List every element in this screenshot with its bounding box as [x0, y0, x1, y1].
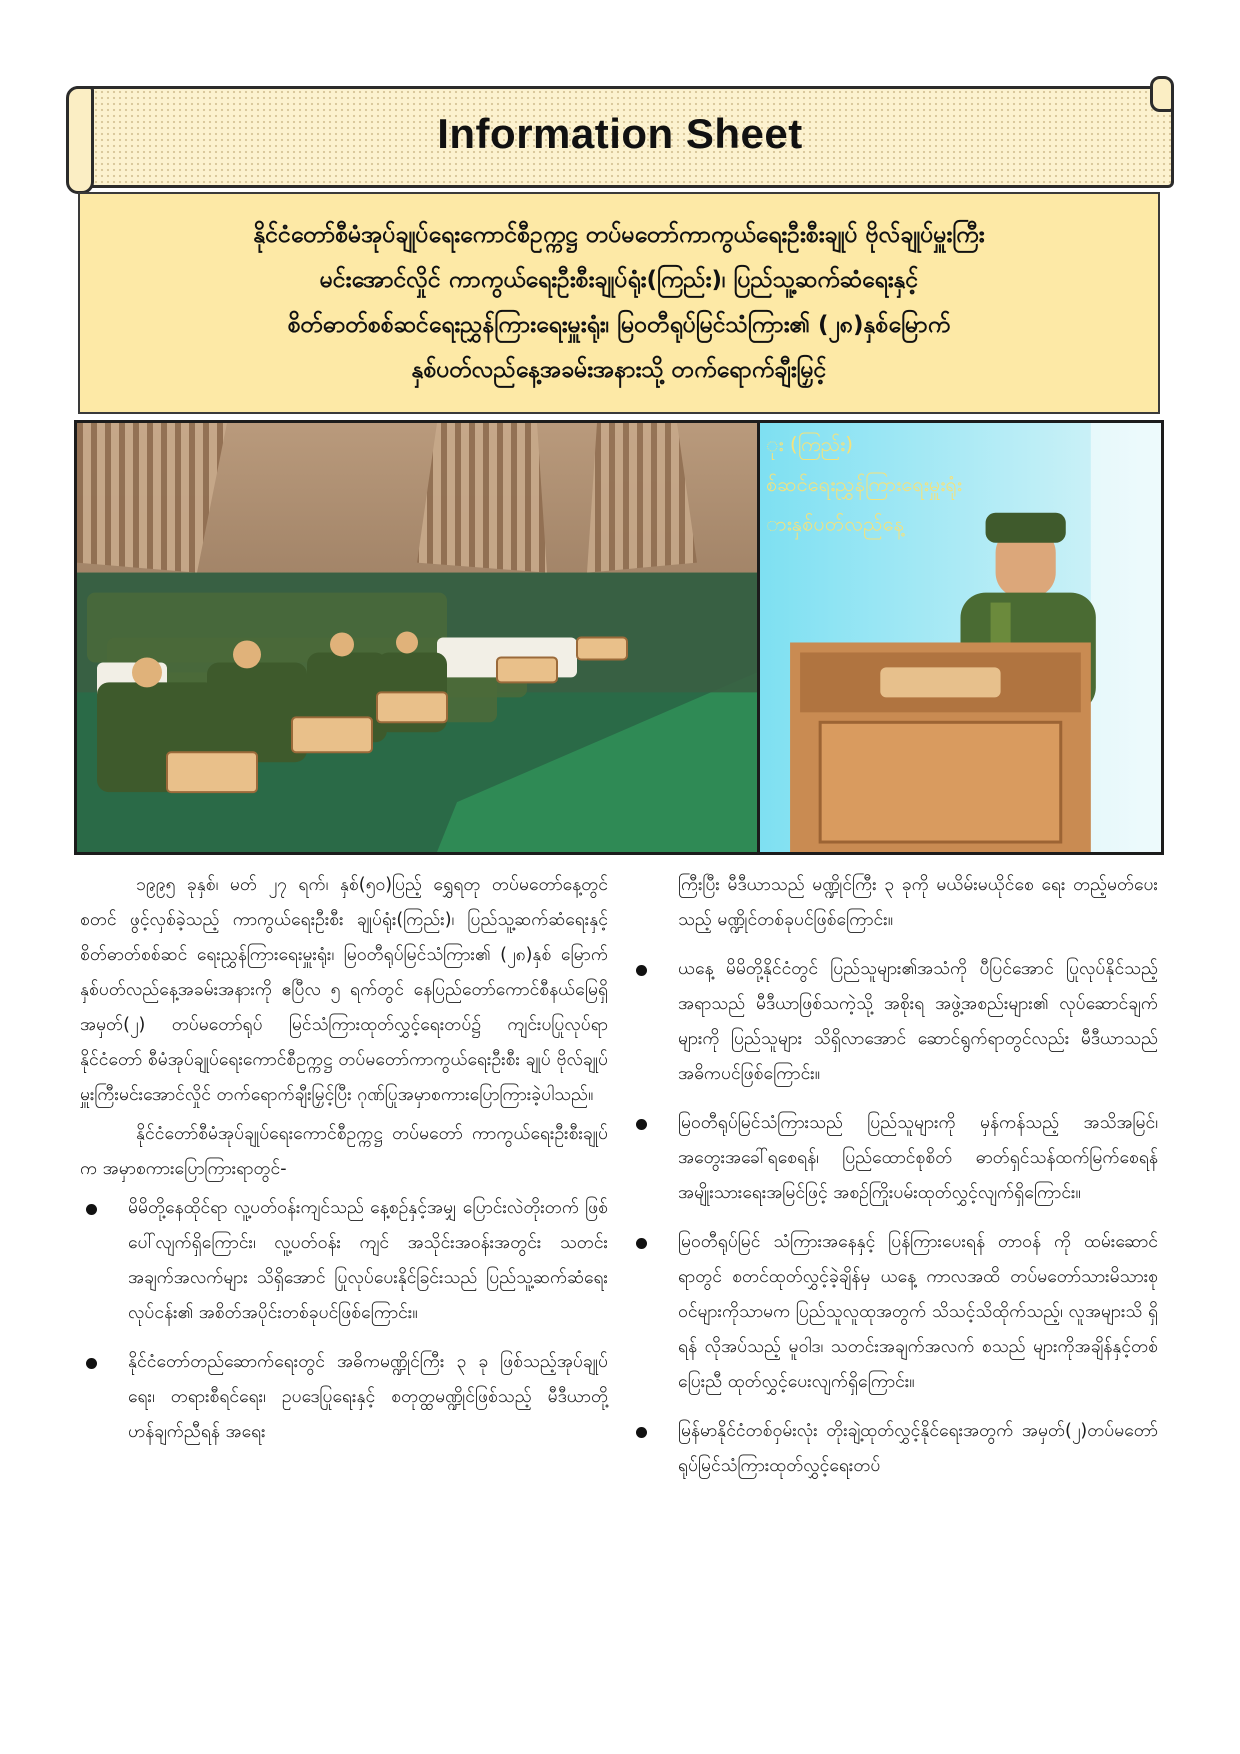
- photo-strip: [74, 420, 1164, 855]
- article-paragraph: နိုင်ငံတော်စီမံအုပ်ချုပ်ရေးကောင်စီဥက္ကဋ္ဌ တပ်မတော် ကာကွယ်ရေးဦးစီးချုပ်က အမှာစကားပြောကြားရာတွင်-: [80, 1124, 608, 1179]
- bullet-icon: [636, 965, 647, 976]
- speaker-photo: [760, 423, 1161, 852]
- backdrop-text: စ်ဆင်ရေးညွှန်ကြားရေးမှူးရုံး: [766, 471, 963, 496]
- bullet-text: မြဝတီရုပ်မြင် သံကြားအနေနှင့် ပြန်ကြားပေးရန် တာဝန် ကို ထမ်းဆောင်ရာတွင် စတင်ထုတ်လွှင့်ခဲ့ချိန်မှ ယနေ့ ကာလအထိ တပ်မတော်သားမိသားစုဝင်များကိုသာမက ပြည်သူလူထုအတွက် သိသင့်သိထိုက်သည့်၊ လူအများသိ ရှိရန် လိုအပ်သည့် မူဝါဒ၊ သတင်းအချက်အလက် စသည် များကိုအချိန်နှင့်တစ်ပြေးညီ ထုတ်လွှင့်ပေးလျက်ရှိကြောင်း။: [678, 1232, 1158, 1392]
- bullet-item: [80, 1345, 608, 1450]
- bullet-icon: [86, 1358, 97, 1369]
- bullet-text: ယနေ့ မိမိတို့နိုင်ငံတွင် ပြည်သူများ၏အသံကို ပီပြင်အောင် ပြုလုပ်နိုင်သည့် အရာသည် မီဒီယာဖြစ်သကဲ့သို့ အစိုးရ အဖွဲ့အစည်းများ၏ လုပ်ဆောင်ချက်များကို ပြည်သူများ သိရှိလာအောင် ဆောင်ရွက်ရာတွင်လည်း မီဒီယာသည် အဓိကပင်ဖြစ်ကြောင်း။: [678, 959, 1158, 1084]
- headline-line: စိတ်ဓာတ်စစ်ဆင်ရေးညွှန်ကြားရေးမှူးရုံး၊ မြဝတီရုပ်မြင်သံကြား၏ (၂၈)နှစ်မြောက်: [287, 312, 951, 338]
- bullet-text: မြဝတီရုပ်မြင်သံကြားသည် ပြည်သူများကို မှန်ကန်သည့် အသိအမြင်၊ အတွေးအခေါ်ရစေရန်၊ ပြည်ထောင်စုစိတ် ဓာတ်ရှင်သန်ထက်မြက်စေရန် အမျိုးသားရေးအမြင်ဖြင့် အစဉ်ကြိုးပမ်းထုတ်လွှင့်လျက်ရှိကြောင်း။: [678, 1113, 1158, 1203]
- banner-title: Information Sheet: [437, 110, 803, 157]
- bullet-icon: [636, 1238, 647, 1249]
- headline-line: မင်းအောင်လှိုင် ကာကွယ်ရေးဦးစီးချုပ်ရုံး(ကြည်း)၊ ပြည်သူ့ဆက်ဆံရေးနှင့်: [319, 267, 919, 293]
- bullet-item: [630, 1225, 1158, 1400]
- bullet-text: နိုင်ငံတော်တည်ဆောက်ရေးတွင် အဓိကမဏ္ဍိုင်ကြီး ၃ ခု ဖြစ်သည့်အုပ်ချုပ်ရေး၊ တရားစီရင်ရေး၊ ဥပဒေပြုရေးနှင့် စတုတ္ထမဏ္ဍိုင်ဖြစ်သည့် မီဒီယာတို့ ဟန်ချက်ညီရန် အရေး: [128, 1352, 608, 1442]
- headline-box: [78, 192, 1160, 414]
- bullet-text: မြန်မာနိုင်ငံတစ်ဝှမ်းလုံး တိုးချဲ့ထုတ်လွှင့်နိုင်ရေးအတွက် အမှတ်(၂)တပ်မတော် ရုပ်မြင်သံကြားထုတ်လွှင့်ရေးတပ်: [678, 1421, 1158, 1476]
- bullet-icon: [636, 1427, 647, 1438]
- headline-line: နိုင်ငံတော်စီမံအုပ်ချုပ်ရေးကောင်စီဥက္ကဋ္ဌ တပ်မတော်ကာကွယ်ရေးဦးစီးချုပ် ဗိုလ်ချုပ်မှူးကြီး: [253, 222, 985, 248]
- bullet-item: [630, 952, 1158, 1092]
- bullet-item: [630, 1414, 1158, 1484]
- backdrop-text: ုး (ကြည်း): [766, 431, 854, 456]
- backdrop-text: ားနှစ်ပတ်လည်နေ့: [766, 511, 904, 536]
- bullet-item: [630, 1106, 1158, 1211]
- bullet-text: မိမိတို့နေထိုင်ရာ လူ့ပတ်ဝန်းကျင်သည် နေ့စဉ်နှင့်အမျှ ပြောင်းလဲတိုးတက် ဖြစ်ပေါ်လျက်ရှိကြောင်း၊ လူ့ပတ်ဝန်း ကျင် အသိုင်းအဝန်းအတွင်း သတင်းအချက်အလက်များ သိရှိအောင် ပြုလုပ်ပေးနိုင်ခြင်းသည် ပြည်သူ့ဆက်ဆံရေး လုပ်ငန်း၏ အစိတ်အပိုင်းတစ်ခုပင်ဖြစ်ကြောင်း။: [128, 1198, 608, 1323]
- headline-line: နှစ်ပတ်လည်နေ့အခမ်းအနားသို့ တက်ရောက်ချီးမြှင့်: [411, 357, 827, 383]
- bullet-icon: [636, 1119, 647, 1130]
- bullet-continuation: ကြီးပြီး မီဒီယာသည် မဏ္ဍိုင်ကြီး ၃ ခုကို မယိမ်းမယိုင်စေ ရေး တည့်မတ်ပေးသည့် မဏ္ဍိုင်တစ်ခုပင်ဖြစ်ကြောင်း။: [678, 875, 1158, 930]
- article-paragraph: ၁၉၉၅ ခုနှစ်၊ မတ် ၂၇ ရက်၊ နှစ်(၅၀)ပြည့် ရွှေရတု တပ်မတော်နေ့တွင် စတင် ဖွင့်လှစ်ခဲ့သည့် ကာကွယ်ရေးဦးစီး ချုပ်ရုံး(ကြည်း)၊ ပြည်သူ့ဆက်ဆံရေးနှင့် စိတ်ဓာတ်စစ်ဆင် ရေးညွှန်ကြားရေးမှူးရုံး၊ မြဝတီရုပ်မြင်သံကြား၏ (၂၈)နှစ် မြောက် နှစ်ပတ်လည်နေ့အခမ်းအနားကို ဧပြီလ ၅ ရက်တွင် နေပြည်တော်ကောင်စီနယ်မြေရှိ အမှတ်(၂) တပ်မတော်ရုပ် မြင်သံကြားထုတ်လွှင့်ရေးတပ်၌ ကျင်းပပြုလုပ်ရာ နိုင်ငံတော် စီမံအုပ်ချုပ်ရေးကောင်စီဥက္ကဋ္ဌ တပ်မတော်ကာကွယ်ရေးဦးစီး ချုပ် ဗိုလ်ချုပ်မှူးကြီးမင်းအောင်လှိုင် တက်ရောက်ချီးမြှင့်ပြီး ဂုဏ်ပြုအမှာစကားပြောကြားခဲ့ပါသည်။: [80, 875, 608, 1105]
- article-column-left: [80, 868, 608, 1464]
- bullet-icon: [86, 1204, 97, 1215]
- bullet-item: [80, 1191, 608, 1331]
- audience-photo: [77, 423, 757, 852]
- article-column-right: [630, 868, 1158, 1498]
